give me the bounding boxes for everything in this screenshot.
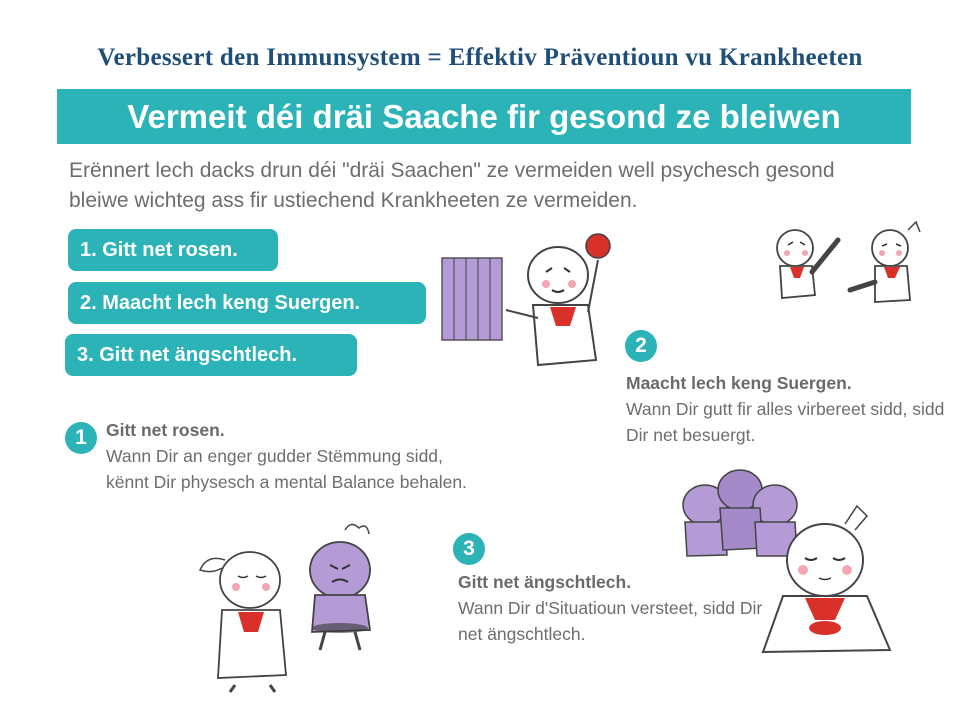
rule-pill-3: 3. Gitt net ängschtlech. [65,334,357,376]
rule-pill-2: 2. Maacht lech keng Suergen. [68,282,426,324]
point-text: Wann Dir gutt fir alles virbereet sidd, sidd Dir net besuergt. [626,399,945,445]
number-badge-1: 1 [65,422,97,454]
point-block-2 [626,370,946,448]
rule-pill-1: 1. Gitt net rosen. [68,229,278,271]
banner-heading: Vermeit déi dräi Saache fir gesond ze bleiwen [57,89,911,144]
number-badge-2: 2 [625,330,657,362]
point-text: Wann Dir d'Situatioun versteet, sidd Dir net ängschtlech. [458,598,763,644]
point-heading: Gitt net rosen. [106,420,225,440]
point-text: Wann Dir an enger gudder Stëmmung sidd, kënnt Dir physesch a mental Balance behalen. [106,446,467,492]
point-heading: Gitt net ängschtlech. [458,572,632,592]
karate-kick-illustration [760,220,940,320]
point-block-1 [106,417,476,495]
karate-breaking-boards-illustration [438,230,613,375]
intro-text: Erënnert lech dacks drun déi "dräi Saachen" ze vermeiden well psychesch gesond bleiwe wichteg ass fir ustiechend Krankheeten ze vermeiden. [69,159,835,212]
number-badge-3: 3 [453,533,485,565]
calm-vs-angry-illustration [190,510,390,695]
meditation-illustration [665,460,895,670]
point-heading: Maacht lech keng Suergen. [626,373,852,393]
page-title: Verbessert den Immunsystem = Effektiv Präventioun vu Krankheeten [97,44,863,71]
